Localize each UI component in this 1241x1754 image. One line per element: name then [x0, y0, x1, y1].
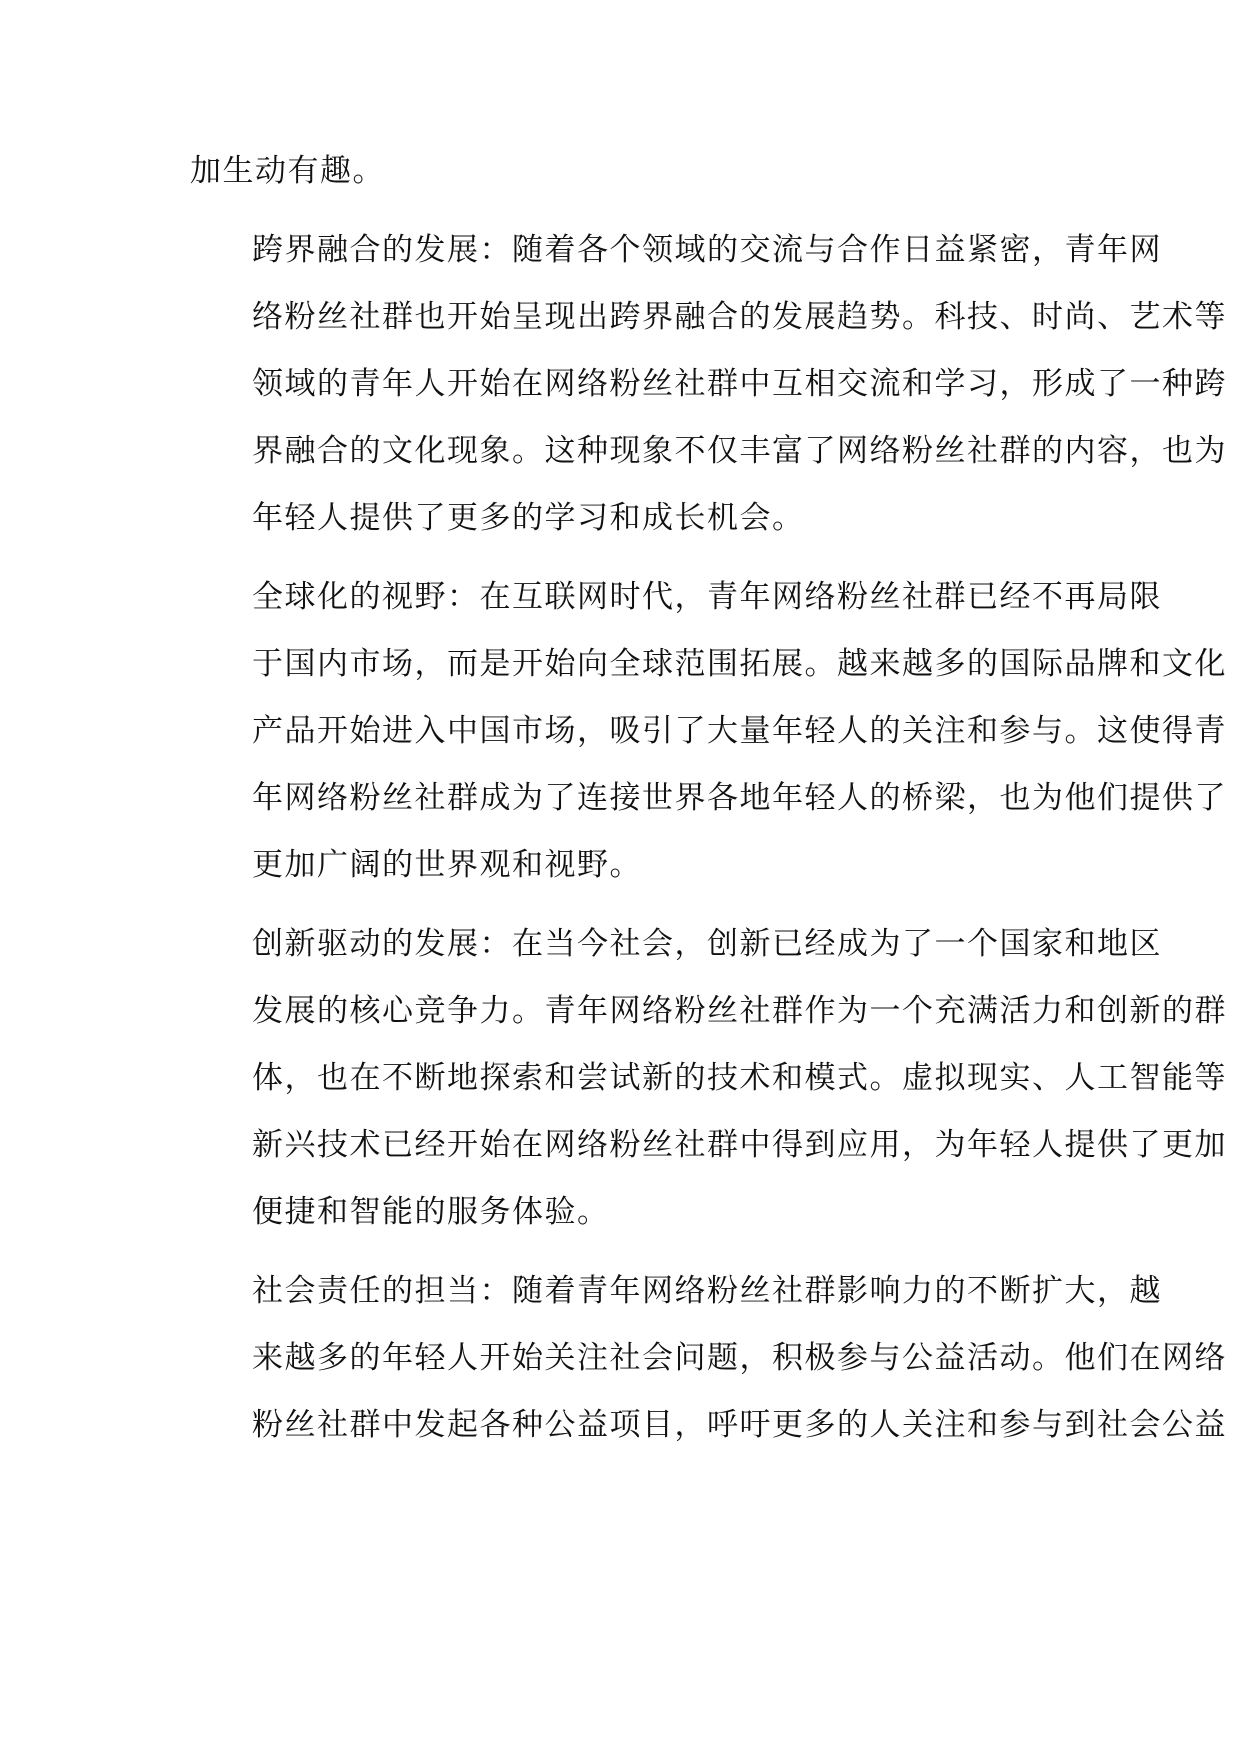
text-line: 于国内市场，而是开始向全球范围拓展。越来越多的国际品牌和文化 [252, 646, 1227, 682]
text-line: 来越多的年轻人开始关注社会问题，积极参与公益活动。他们在网络 [252, 1340, 1227, 1376]
body-text [190, 138, 1227, 1471]
text-line: 年轻人提供了更多的学习和成长机会。 [252, 500, 805, 536]
text-line: 体，也在不断地探索和尝试新的技术和模式。虚拟现实、人工智能等 [252, 1060, 1227, 1096]
text-line: 跨界融合的发展：随着各个领域的交流与合作日益紧密，青年网 [252, 232, 1162, 268]
text-line: 更加广阔的世界观和视野。 [252, 847, 642, 883]
text-line: 粉丝社群中发起各种公益项目，呼吁更多的人关注和参与到社会公益 [252, 1407, 1227, 1443]
paragraph-global-vision [190, 564, 1227, 899]
text-line: 发展的核心竞争力。青年网络粉丝社群作为一个充满活力和创新的群 [252, 993, 1227, 1029]
text-line: 络粉丝社群也开始呈现出跨界融合的发展趋势。科技、时尚、艺术等 [252, 299, 1227, 335]
paragraph-cross-border-integration [190, 217, 1227, 552]
text-line: 新兴技术已经开始在网络粉丝社群中得到应用，为年轻人提供了更加 [252, 1127, 1227, 1163]
paragraph-innovation-driven [190, 911, 1227, 1246]
text-line: 年网络粉丝社群成为了连接世界各地年轻人的桥梁，也为他们提供了 [252, 780, 1227, 816]
text-line: 创新驱动的发展：在当今社会，创新已经成为了一个国家和地区 [252, 926, 1162, 962]
text-line: 加生动有趣。 [190, 153, 385, 189]
paragraph-continuation [190, 138, 1052, 205]
text-line: 领域的青年人开始在网络粉丝社群中互相交流和学习，形成了一种跨 [252, 366, 1227, 402]
paragraph-social-responsibility [190, 1258, 1227, 1459]
text-line: 全球化的视野：在互联网时代，青年网络粉丝社群已经不再局限 [252, 579, 1162, 615]
text-line: 界融合的文化现象。这种现象不仅丰富了网络粉丝社群的内容，也为 [252, 433, 1227, 469]
text-line: 社会责任的担当：随着青年网络粉丝社群影响力的不断扩大，越 [252, 1273, 1162, 1309]
text-line: 产品开始进入中国市场，吸引了大量年轻人的关注和参与。这使得青 [252, 713, 1227, 749]
text-line: 便捷和智能的服务体验。 [252, 1194, 610, 1230]
